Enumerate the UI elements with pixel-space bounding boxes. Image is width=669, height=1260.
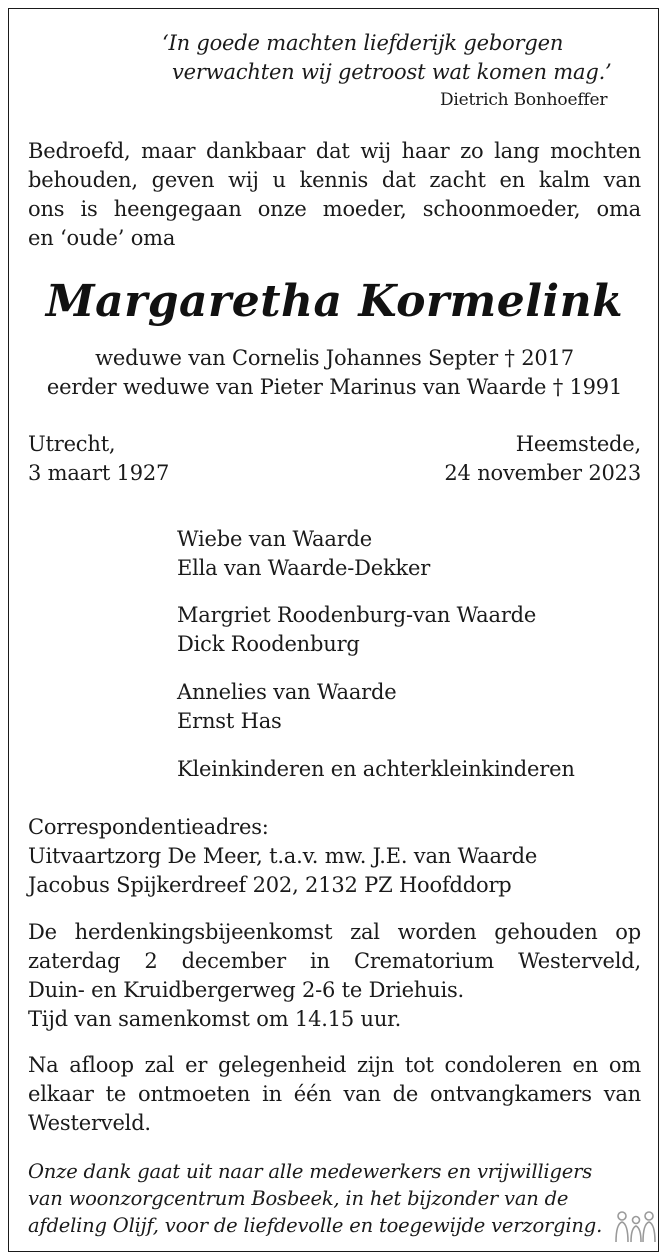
quote-author: Dietrich Bonhoeffer: [440, 90, 608, 110]
intro-line: en ‘oude’ oma: [28, 226, 176, 250]
family-member: Kleinkinderen en achterkleinkinderen: [177, 757, 575, 781]
correspondence-line: Jacobus Spijkerdreef 202, 2132 PZ Hoofddorp: [28, 873, 512, 897]
family-member: Margriet Roodenburg-van Waarde: [177, 603, 537, 627]
family-member: Ella van Waarde-Dekker: [177, 556, 431, 580]
thanks-line: Onze dank gaat uit naar alle medewerkers en vrijwilligers: [28, 1160, 593, 1183]
family-member: Annelies van Waarde: [177, 680, 397, 704]
condolence-line: Westerveld.: [28, 1111, 151, 1135]
condolence-line: Na afloop zal er gelegenheid zijn tot condoleren en om: [28, 1053, 641, 1077]
family-member: Dick Roodenburg: [177, 632, 360, 656]
quote-line-1: ‘In goede machten liefderijk geborgen: [162, 31, 564, 55]
ceremony-line: zaterdag 2 december in Crematorium Westerveld,: [28, 949, 641, 973]
death-place: Heemstede,: [515, 432, 641, 456]
correspondence-line: Uitvaartzorg De Meer, t.a.v. mw. J.E. van Waarde: [28, 844, 538, 868]
widow-line-2: eerder weduwe van Pieter Marinus van Waarde † 1991: [46, 375, 623, 399]
ceremony-line: De herdenkingsbijeenkomst zal worden gehouden op: [28, 920, 641, 944]
birth-place: Utrecht,: [28, 432, 116, 456]
deceased-name: Margaretha Kormelink: [45, 276, 624, 327]
family-figures-icon: [612, 1208, 658, 1246]
widow-line-1: weduwe van Cornelis Johannes Septer † 2017: [95, 346, 574, 370]
birth-date: 3 maart 1927: [28, 461, 170, 485]
family-member: Wiebe van Waarde: [177, 527, 372, 551]
correspondence-heading: Correspondentieadres:: [28, 815, 269, 839]
family-member: Ernst Has: [177, 709, 282, 733]
death-date: 24 november 2023: [444, 461, 641, 485]
condolence-line: elkaar te ontmoeten in één van de ontvangkamers van: [28, 1082, 641, 1106]
thanks-line: van woonzorgcentrum Bosbeek, in het bijzonder van de: [28, 1187, 569, 1210]
intro-line: ons is heengegaan onze moeder, schoonmoeder, oma: [28, 197, 641, 221]
quote-line-2: verwachten wij getroost wat komen mag.’: [172, 60, 612, 84]
intro-line: Bedroefd, maar dankbaar dat wij haar zo lang mochten: [28, 139, 641, 163]
ceremony-line: Tijd van samenkomst om 14.15 uur.: [28, 1007, 402, 1031]
thanks-line: afdeling Olijf, voor de liefdevolle en toegewijde verzorging.: [28, 1214, 603, 1237]
intro-line: behouden, geven wij u kennis dat zacht en kalm van: [28, 168, 641, 192]
ceremony-line: Duin- en Kruidbergerweg 2-6 te Driehuis.: [28, 978, 465, 1002]
